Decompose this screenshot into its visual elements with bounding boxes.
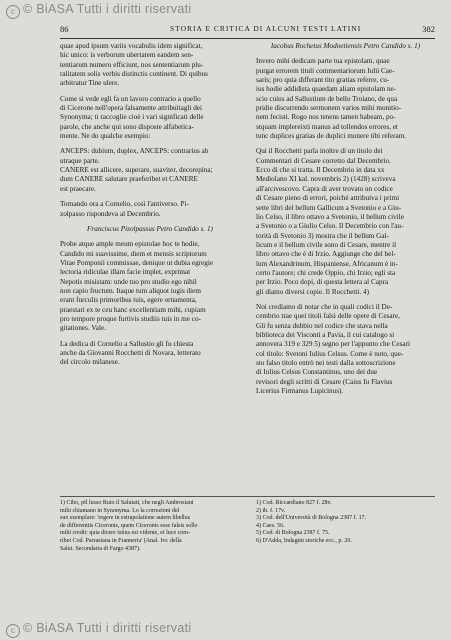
copyright-icon: c — [6, 5, 20, 19]
text-line: sette libri del bellum Gallicum a Svetonio e a Giu- — [256, 203, 402, 212]
text-line: Candido mi suavissime, diem et mensis scriptorum — [60, 249, 207, 258]
text-line: Mediolano XI kal. novembris 2) (1428) scriveva — [256, 175, 396, 184]
text-line: biblioteca dei Visconti a Pavia, il cui catalogo si — [256, 330, 395, 339]
text-line: parole, che anche qui sono disposte alfabetica- — [60, 122, 194, 131]
text-line: anche da Giovanni Rocchetti di Novara, letterato — [60, 348, 201, 357]
text-line: tentiarum numero efficiunt, nos sententiarum plu- — [60, 60, 204, 69]
footnote-line: 6) D'Adda, Indagini storiche ecc., p. 20. — [256, 537, 352, 544]
text-line: stquam implereixti manus ad tollendos errores, et — [256, 122, 398, 131]
text-line: libro ottavo che è di Irzio. Aggiunge che del bel- — [256, 250, 396, 259]
text-line: Invero mihi dedicam parte tua epistolam, quae — [256, 57, 390, 66]
text-line: sto falso titolo entrò nei testi dalla sottoscrizione — [256, 359, 396, 367]
text-line: Tornando ora a Cornelio, così l'antiverso. Pi- — [60, 200, 189, 209]
text-line: Commentari di Cesare corretto dal Decembrio. — [256, 156, 391, 165]
text-line: Synonyma; ti raccoglie cioè i vari significati delle — [60, 113, 204, 122]
text-line: hic unico: is verborum ubertatem eandem sen- — [60, 51, 194, 60]
text-line: praestari ex te ceu hanc excellentiam mihi, cupiam — [60, 305, 206, 314]
text-line: lum Alexandrinum, Hispaniense, Africanum è in- — [256, 259, 398, 268]
text-line: certo l'autore; chi crede Oppio, chi Irzio; egli sta — [256, 268, 396, 277]
text-line: pro tempore proque furtivis studiis tuis in me co- — [60, 314, 201, 323]
text-line: tunc duplices gratias de duplici munere tibi referam. — [256, 132, 407, 141]
text-line: Noi crediamo di notar che in quali codici il De- — [256, 302, 393, 311]
text-line: Come si vede egli fa un lavoro contrario a quello — [60, 94, 201, 103]
text-line: saris; pro quia differant tito gratias referre, cu- — [256, 76, 390, 85]
header-rule — [60, 38, 435, 39]
text-line: est praecare. — [60, 184, 96, 193]
text-line: Qui il Rocchetti parla inoltre di un titolo dei — [256, 147, 383, 156]
watermark-top-text: © BiASA Tutti i diritti riservati — [23, 2, 192, 16]
text-line: di Cesare pieno di errori, poiché attribuiva i primi — [256, 194, 400, 203]
text-line: Licerius Firmanus Lupicinus). — [256, 387, 344, 396]
text-line: utraque parte. — [60, 156, 100, 165]
text-line: torità di Svetonio 3) mostra che il bellum Gal- — [256, 231, 389, 240]
text-line: gli diamo diversi copie. Il Rocchetti. 4) — [256, 287, 369, 296]
text-line: di Iulius Celsus Constantinus, uno dei due — [256, 368, 378, 377]
text-line: pridie discurrendo sermonem varios mihi monitio- — [256, 104, 402, 113]
footnote-line: mihi chiamano in Synonyma. Lo la correzioni del — [60, 507, 180, 514]
text-line: ralitatem solis verbis distinctis continent. Di quibus — [60, 70, 208, 79]
text-line: dum CANERE salutare praeferibet et CANERE — [60, 175, 198, 184]
text-line: revisori degli scritti di Cesare (Caius Iu Flavius — [256, 377, 393, 386]
text-line: zolpasso rispondeva al Decembrio. — [60, 209, 161, 218]
text-line: mente. Ne do qualche esempio: — [60, 132, 151, 141]
right-text-column — [256, 42, 435, 396]
text-line: cembrio trae quei titoli falsi delle opere di Cesare, — [256, 312, 400, 321]
text-line: quae apud ipsum variis vocabulis idem significat, — [60, 42, 203, 50]
footnote-line: 3) Cod. dell'Università di Bologna 2387 f. 17. — [256, 515, 367, 522]
footnote-line: 2) ib. f. 17v. — [256, 507, 286, 514]
text-line: Ecco di che si tratta. Il Decembrio in data xx — [256, 166, 385, 175]
text-line: erant furculis primoribus tuis, egere ornamenta, — [60, 296, 197, 305]
text-line: scio cuius ad Sallustium de bello Troiano, de qua — [256, 94, 398, 103]
footnote-line: ribet Cod. Parrasiana in Franneria' (Anal. Ivr. della — [60, 537, 182, 544]
text-line: Vitae Pomponii commissae, denique ut dubia egregie — [60, 258, 214, 267]
footnote-line: mihi credit: quia dicere istius est vidente, et luce com- — [60, 530, 190, 537]
footnote-line: 5) Cod. di Bologna 2387 f. 75. — [256, 530, 330, 537]
footnote-line: Salut. Secondaria di Fargo 4387). — [60, 545, 141, 552]
footnote-line: suo esemplare: 'regere in estrapolatione autem libellus — [60, 515, 191, 522]
text-line: del circolo milanese. — [60, 358, 120, 367]
text-line: col titolo: Svetoni Iulius Celsus. Come è noto, que- — [256, 349, 404, 358]
text-line: licum e il bellum civile sono di Cesare, mentre il — [256, 240, 397, 249]
page-number-left: 86 — [60, 24, 69, 34]
text-line: lio Celso, il libro ottavo a Svetonio, il bellum civile — [256, 212, 404, 221]
text-line: Gli fu senza dubbio nel codice che stava nella — [256, 321, 388, 330]
footnote-line: 1) Cibo, pil lusso Ruto il Salutati, che negli Ambrosiani — [60, 500, 194, 506]
watermark-bottom — [6, 621, 191, 638]
page-number-right: 382 — [422, 24, 435, 34]
text-line: a Svetonio o a Giulio Celso. Il Decembrio con l'au- — [256, 222, 404, 231]
footnote-line: 4) Caes. 56. — [256, 522, 285, 529]
text-line: arbitratur Tine ulere. — [60, 79, 120, 88]
text-line: nem fecisti. Rogo nos tenens tamen habeam, po- — [256, 113, 396, 122]
text-line: Probe atque ample meum epistolae hoc te hodie, — [60, 240, 200, 249]
text-line: lectoria ridiculae illam facie implet, exprimat — [60, 268, 191, 277]
copyright-icon: c — [6, 624, 20, 638]
text-line: all'arcivescovo. Capra di aver trovato un codice — [256, 184, 393, 193]
footnote-line: 1) Cod. Riccardiano 827 f. 28v. — [256, 500, 332, 506]
text-line: CANERE est allicere, superare, suaviter, decorepina; — [60, 166, 213, 175]
watermark-bottom-text: © BiASA Tutti i diritti riservati — [23, 621, 192, 635]
running-title: STORIA E CRITICA DI ALCUNI TESTI LATINI — [170, 24, 362, 33]
footnotes-right — [256, 500, 435, 546]
left-text-column — [60, 42, 240, 368]
footnote-rule — [60, 496, 435, 497]
text-line: annovera 319 e 329 5) segno per l'appunto che Cesari — [256, 340, 410, 349]
running-header — [60, 24, 435, 36]
text-line: La dedica di Cornelio a Sallustio gli fu chiesta — [60, 339, 194, 348]
text-line: ius hodie addidista quaedam aliam epistolam ne- — [256, 85, 397, 94]
text-line: Franciscus Pizolpassus Petro Candido s. 1) — [87, 224, 213, 233]
text-line: ANCEPS: dubium, duplex, ANCEPS: contrarius ab — [60, 147, 209, 156]
text-line: purgat errorem tituli commentariorum Iulii Cae- — [256, 66, 395, 75]
text-line: di Cicerone nell'opera falsamente attribuitagli dei — [60, 104, 202, 113]
text-line: per Irzio. Poco dopi, di questa lettera al Capra — [256, 278, 389, 287]
footnote-line: de differentiis Ciceronis, quem Ciceronis esse falsis sollo — [60, 522, 198, 529]
text-line: Nepotis misistam: unde tuo pro studio ego nihil — [60, 277, 197, 286]
footnotes-left — [60, 500, 240, 553]
watermark-top — [6, 2, 191, 19]
text-line: non capio fructum. Itaque tum aliquot iugis diem — [60, 286, 201, 295]
text-line: gitationes. Vale. — [60, 324, 106, 333]
text-line: Iacobus Rochetus Modoetiensis Petro Candido s. 1) — [270, 42, 421, 50]
